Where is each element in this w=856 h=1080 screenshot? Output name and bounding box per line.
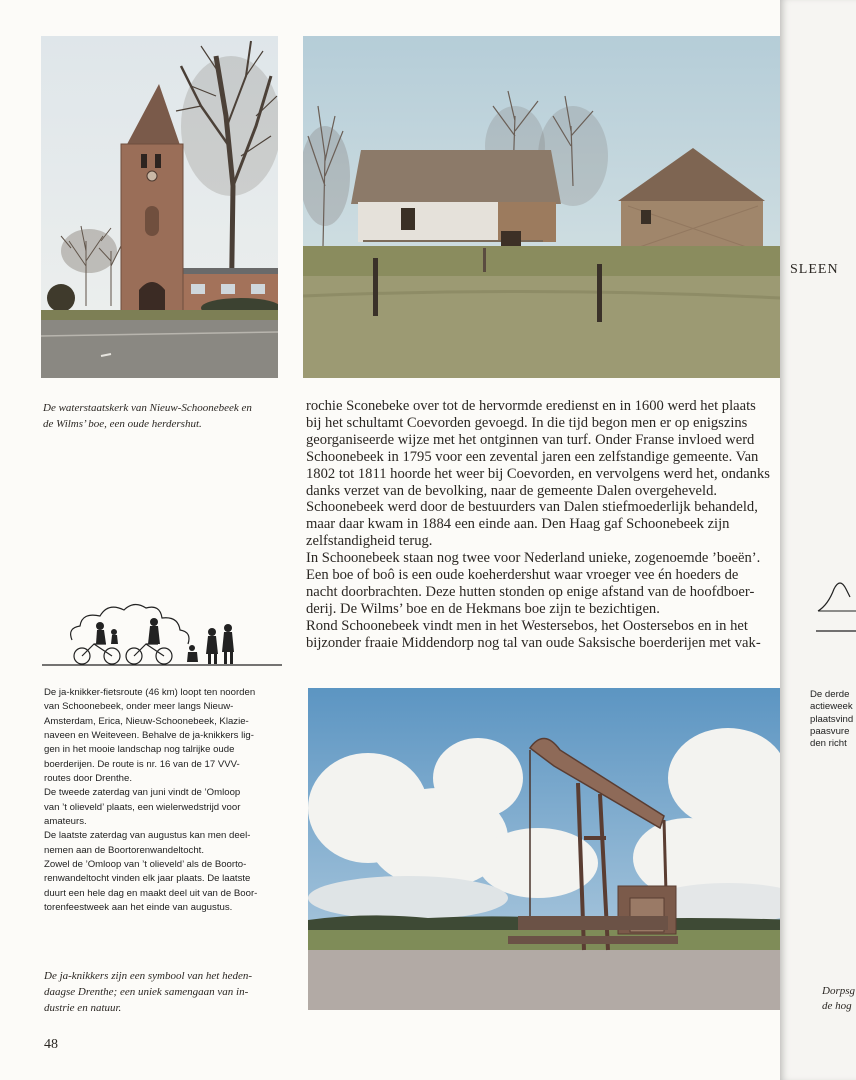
road-sign-icon — [816, 575, 856, 640]
body-line: nacht doorbrachten. Deze hutten stonden op enige afstand van de hoofdboer- — [306, 583, 755, 600]
caption-line: dustrie en natuur. — [44, 1002, 122, 1014]
right-page-heading: SLEEN — [790, 262, 839, 277]
right-page-line: Dorpsg — [822, 985, 856, 997]
body-line: georganiseerde wijze met het ontginnen van turf. Onder Franse invloed werd — [306, 431, 755, 448]
sidebar-line: routes door Drenthe. — [44, 773, 132, 785]
main-body-text — [306, 398, 781, 652]
church-photo-caption — [43, 400, 293, 432]
farm-photo — [303, 36, 781, 378]
sidebar-line: van ’t olieveld’ plaats, een wielerwedstrijd voor — [44, 801, 241, 813]
page-number: 48 — [44, 1037, 58, 1052]
body-line: derij. De Wilms’ boe en de Hekmans boe zijn te bezichtigen. — [306, 600, 660, 617]
sidebar-line: De tweede zaterdag van juni vindt de ’Omloop — [44, 787, 241, 799]
sidebar-line: nemen aan de Boortorenwandeltocht. — [44, 844, 205, 856]
body-line: bijzonder fraaie Middendorp nog tal van oude Saksische boerderijen met vak- — [306, 634, 761, 651]
oil-pump-photo — [308, 688, 796, 1010]
body-line: Schoonebeek werd door de bestuurders van Dalen stiefmoederlijk behandeld, — [306, 499, 758, 516]
body-line: Schoonebeek in 1795 voor een zevental jaren een zelfstandige gemeente. Van — [306, 448, 759, 465]
sidebar-line: torenfeestweek aan het einde van augustus. — [44, 902, 233, 914]
sidebar-line: gen in het mooie landschap nog talrijke oude — [44, 744, 235, 756]
body-line: Een boe of boô is een oude koeherdershut waar vroeger vee én hoeders de — [306, 567, 739, 584]
sidebar-line: De ja-knikker-fietsroute (46 km) loopt ten noorden — [44, 687, 256, 698]
right-page-line: actieweek — [810, 701, 853, 713]
right-page-line: plaatsvind — [810, 713, 854, 725]
body-line: In Schoonebeek staan nog twee voor Nederland unieke, zogenoemde ’boeën’. — [306, 550, 761, 567]
body-line: Rond Schoonebeek vindt men in het Westersebos, het Oostersebos en in het — [306, 617, 748, 634]
body-line: rochie Sconebeke over tot de hervormde eredienst en in 1600 werd het plaats — [306, 398, 756, 414]
body-line: bij het schultamt Coevorden gevoegd. In die tijd begon men er op enigszins — [306, 414, 748, 431]
caption-line: daagse Drenthe; een uniek samengaan van in- — [44, 986, 249, 998]
church-photo — [41, 36, 278, 378]
sidebar-line: duurt een hele dag en maakt deel uit van de Boor- — [44, 887, 258, 899]
caption-line: De ja-knikkers zijn een symbool van het heden- — [44, 970, 253, 982]
sidebar-line: Amsterdam, Erica, Nieuw-Schoonebeek, Klazie- — [44, 715, 249, 727]
right-page-line: de hog — [822, 1000, 852, 1012]
cyclists-illustration — [42, 598, 282, 666]
sidebar-line: amateurs. — [44, 816, 87, 828]
right-page — [780, 0, 856, 1080]
body-line: zelfstandigheid terug. — [306, 533, 433, 550]
body-line: maar daar kwam in 1884 een einde aan. Den Haag gaf Schoonebeek zijn — [306, 516, 730, 533]
caption-line: De waterstaatskerk van Nieuw-Schoonebeek en — [43, 402, 252, 414]
sidebar-line: renwandeltocht vinden elk jaar plaats. De laatste — [44, 873, 251, 885]
sidebar-line: van Schoonebeek, onder meer langs Nieuw- — [44, 701, 234, 713]
sidebar-line: Zowel de ’Omloop van ’t olieveld’ als de Boorto- — [44, 859, 247, 871]
right-page-caption — [822, 984, 855, 1014]
right-page-line: den richt — [810, 738, 847, 750]
body-line: danks verzet van de bevolking, naar de gemeente Dalen overgeheveld. — [306, 482, 718, 499]
body-line: 1802 tot 1811 hoorde het weer bij Coevorden, en vervolgens werd het, ondanks — [306, 465, 770, 482]
sidebar-line: boerderijen. De route is nr. 16 van de 17 VVV- — [44, 758, 240, 770]
sidebar-line: De laatste zaterdag van augustus kan men deel- — [44, 830, 251, 842]
oil-pump-caption — [44, 968, 304, 1016]
sidebar-line: naveen en Weiteveen. Behalve de ja-knikkers lig- — [44, 730, 254, 742]
caption-line: de Wilms’ boe, een oude herdershut. — [43, 418, 202, 430]
right-page-sans-text — [810, 689, 853, 750]
right-page-line: paasvure — [810, 725, 850, 737]
sidebar-info-text — [44, 686, 284, 916]
right-page-line: De derde — [810, 689, 850, 700]
